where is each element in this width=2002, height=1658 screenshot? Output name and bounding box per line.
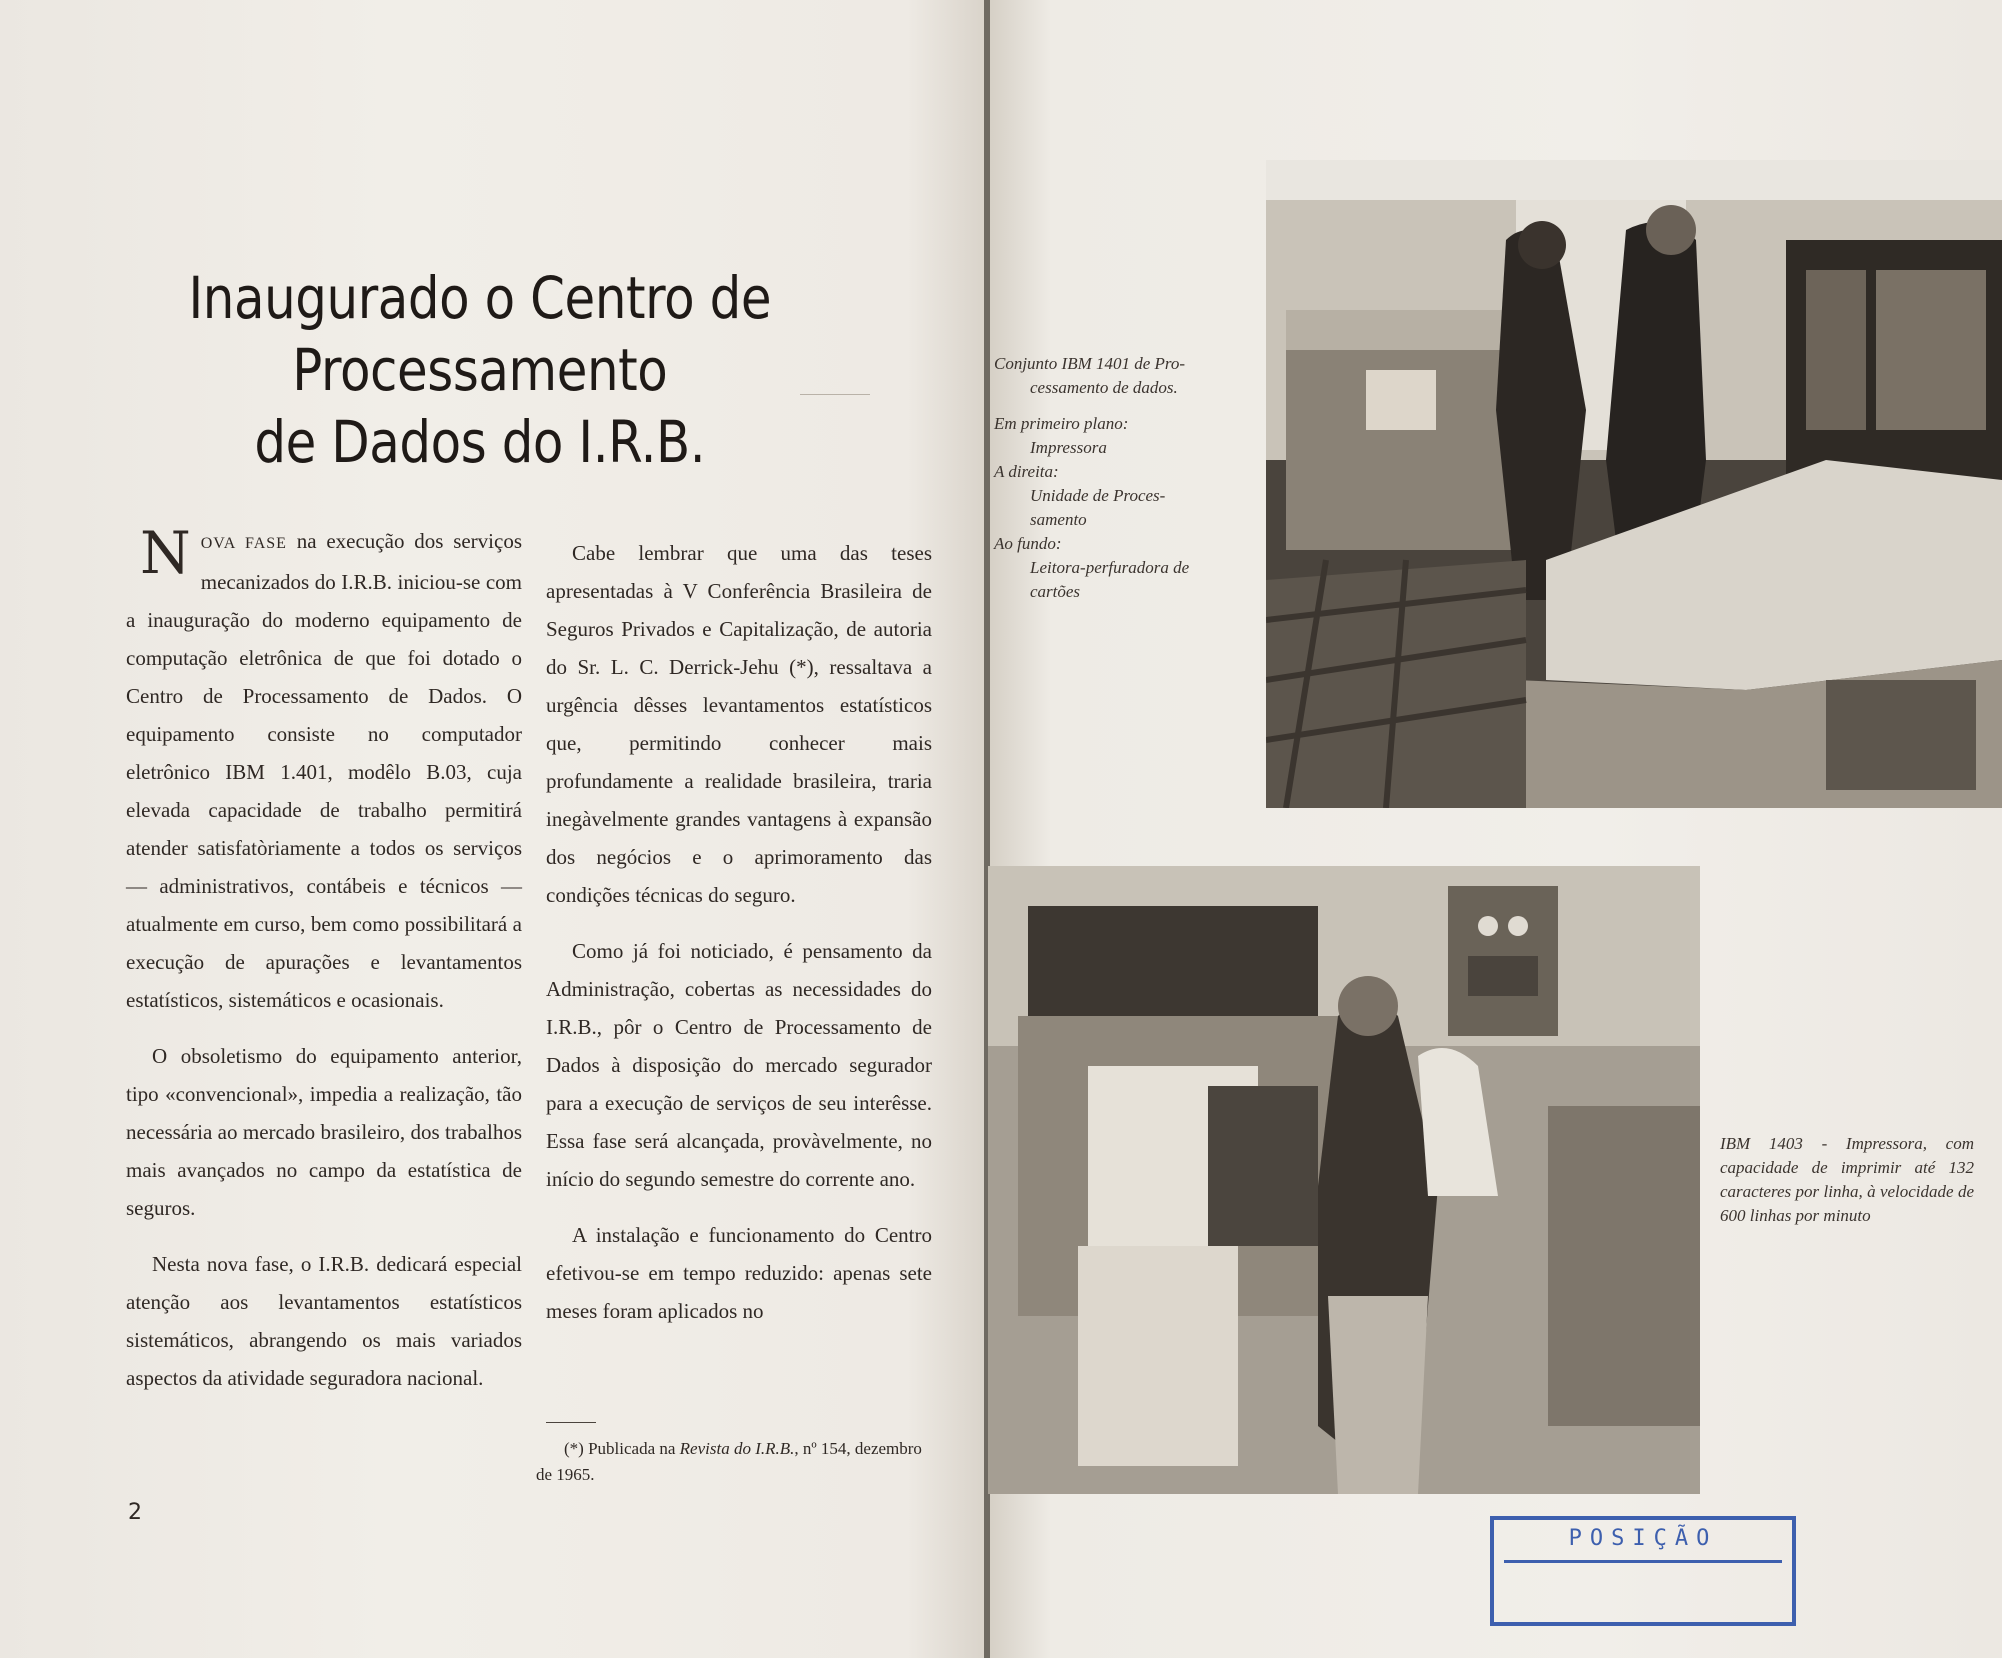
left-page: [0, 0, 986, 1658]
title-divider: [800, 394, 870, 395]
article-column-1: [126, 519, 523, 1415]
caption-line: Conjunto IBM 1401 de Pro-: [994, 354, 1186, 373]
article-title: [110, 262, 850, 478]
caption-line: samento: [1030, 510, 1087, 529]
caption-line: Ao fundo:: [994, 534, 1062, 553]
caption-line: cartões: [1030, 582, 1081, 601]
paragraph-1-text: na execução dos serviços mecanizados do I.R.B. iniciou-se com a inauguração do moderno equipamento de computação eletrônica de que foi dotado o Centro de Processamento de Dados. O equipamento consiste no computador eletrônico IBM 1.401, modêlo B.03, cuja elevada capacidade de trabalho permitirá atender satisfatòriamente a todos os serviços — administrativos, contábeis e técnicos — atualmente em curso, bem como possibilitará a execução de apurações e levantamentos estatísticos, sistemáticos e ocasionais.: [126, 529, 523, 1012]
caption-line: A direita:: [994, 462, 1059, 481]
page-number: 2: [128, 1500, 142, 1525]
lead-smallcaps: OVA FASE: [200, 535, 287, 552]
stamp-label: POSIÇÃO: [1568, 1526, 1718, 1551]
photo-ibm-1403-printer: [988, 866, 1700, 1494]
caption-line: Unidade de Proces-: [1030, 486, 1166, 505]
paragraph-1: [126, 519, 523, 1019]
caption-ibm-1401: [994, 352, 1234, 604]
title-line-2: de Dados do I.R.B.: [254, 408, 706, 476]
footnote-text-end: , nº 154, dezembro de 1965.: [536, 1439, 922, 1484]
title-line-1: Inaugurado o Centro de Processamento: [188, 264, 772, 404]
stamp-divider: [1504, 1560, 1782, 1563]
article-column-2: [546, 534, 932, 1348]
paragraph-5: Como já foi noticiado, é pensamento da Administração, cobertas as necessidades do I.R.B., pôr o Centro de Processamento de Dados à disposição do mercado segurador para a execução de serviços de seu interêsse. Essa fase será alcançada, provàvelmente, no início do segundo semestre do corrente ano.: [546, 939, 932, 1191]
paragraph-2: O obsoletismo do equipamento anterior, tipo «convencional», impedia a realização, tão necessária ao mercado brasileiro, dos trabalhos mais avançados no campo da estatística de seguros.: [126, 1044, 522, 1220]
footnote-divider: [546, 1422, 596, 1423]
caption-line: Impressora: [1030, 438, 1107, 457]
paragraph-6: A instalação e funcionamento do Centro efetivou-se em tempo reduzido: apenas sete meses foram aplicados no: [546, 1223, 932, 1323]
footnote-journal: Revista do I.R.B.: [679, 1439, 795, 1458]
posicao-stamp: [1490, 1516, 1796, 1626]
photo-image: [1266, 160, 2002, 808]
caption-ibm-1403: IBM 1403 - Impressora, com capacidade de imprimir até 132 caracteres por linha, à velocidade de 600 linhas por minuto: [1720, 1134, 1974, 1225]
caption-line: Em primeiro plano:: [994, 414, 1129, 433]
footnote-marker: (*): [564, 1439, 584, 1458]
caption-line: Leitora-perfuradora de: [1030, 558, 1190, 577]
photo-image: [988, 866, 1700, 1494]
photo-ibm-1401-room: [1266, 160, 2002, 808]
paragraph-4: Cabe lembrar que uma das teses apresentadas à V Conferência Brasileira de Seguros Privados e Capitalização, de autoria do Sr. L. C. Derrick-Jehu (*), ressaltava a urgência dêsses levantamentos estatísticos que, permitindo conhecer mais profundamente a realidade brasileira, traria inegàvelmente grandes vantagens à expansão dos negócios e o aprimoramento das condições técnicas do seguro.: [546, 541, 932, 907]
footnote: [536, 1436, 932, 1488]
footnote-text: Publicada na: [583, 1439, 680, 1458]
caption-line: cessamento de dados.: [1030, 378, 1178, 397]
paragraph-3: Nesta nova fase, o I.R.B. dedicará especial atenção aos levantamentos estatísticos sistemáticos, abrangendo os mais variados aspectos da atividade seguradora nacional.: [126, 1252, 522, 1390]
drop-cap: N: [140, 519, 191, 587]
